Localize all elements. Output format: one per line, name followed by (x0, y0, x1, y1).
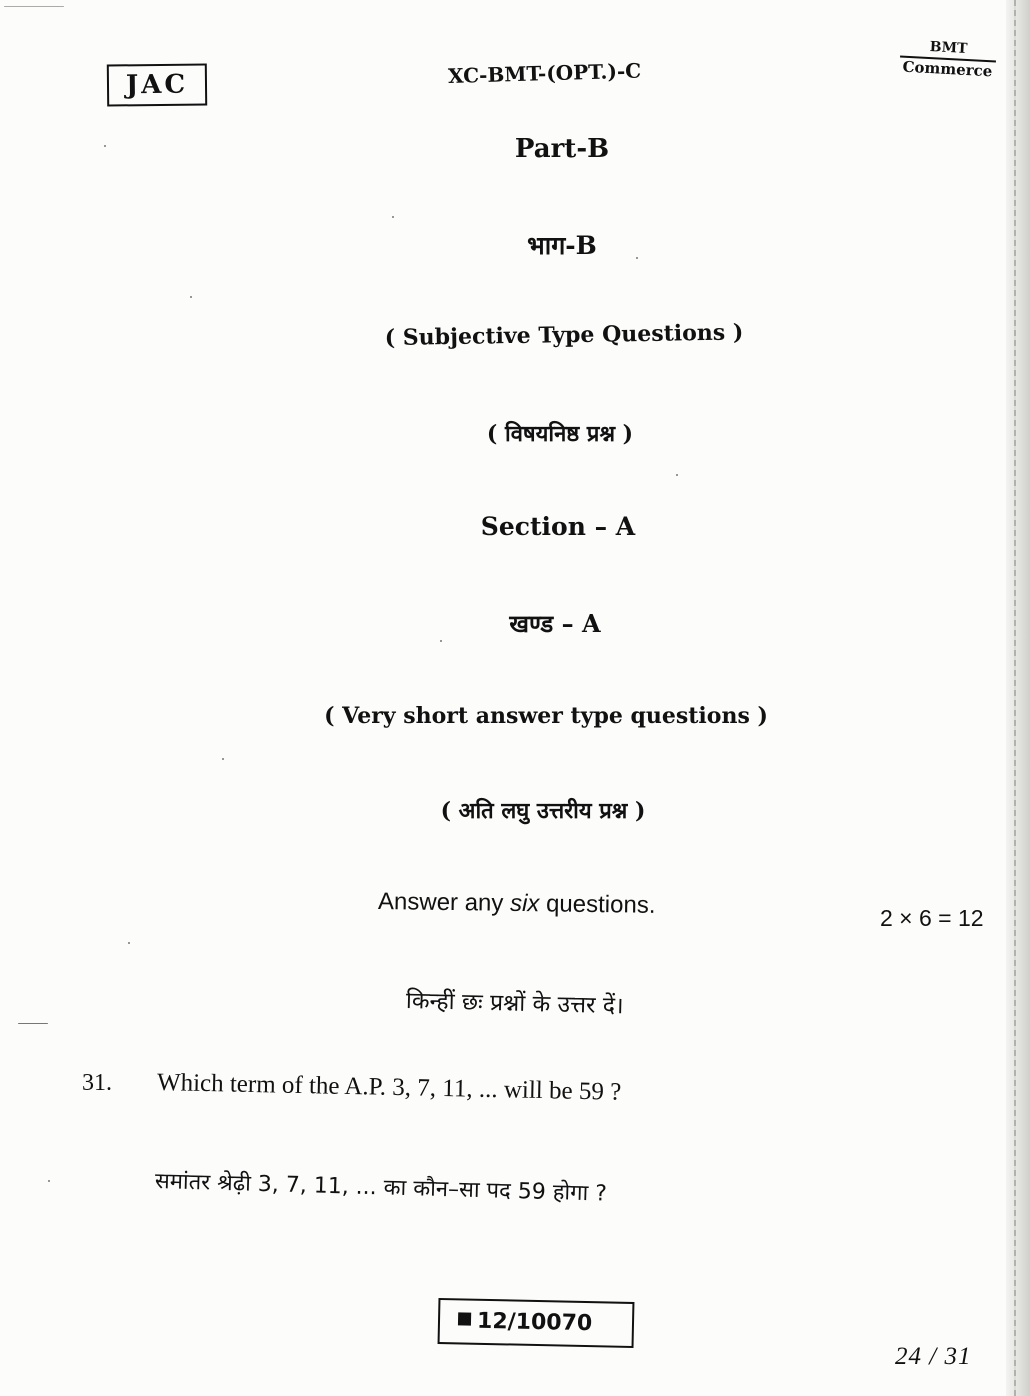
booklet-code-box (438, 1298, 635, 1348)
instruction-prefix: Answer any (377, 888, 511, 917)
question-number: 31. (82, 1070, 112, 1096)
question-text-hindi: समांतर श्रेढ़ी 3, 7, 11, ... का कौन–सा पद 59 होगा ? (154, 1169, 608, 1207)
instruction-text-hindi: किन्हीं छः प्रश्नों के उत्तर दें। (405, 988, 625, 1020)
question-type-heading-hindi: ( विषयनिष्ठ प्रश्न ) (486, 421, 634, 447)
scan-speck (128, 942, 130, 944)
instruction-suffix: questions. (539, 890, 656, 919)
paper-code: XC-BMT-(OPT.)-C (447, 58, 642, 88)
part-heading-hindi: भाग-B (527, 231, 597, 260)
scan-speck (190, 296, 192, 298)
question-type-heading: ( Subjective Type Questions ) (384, 319, 744, 352)
scan-speck (104, 145, 106, 147)
scan-speck (18, 1023, 48, 1024)
scan-speck (4, 6, 64, 7)
instruction-emphasis: six (509, 889, 540, 918)
answer-type-heading: ( Very short answer type questions ) (324, 703, 768, 729)
booklet-code: 12/10070 (476, 1308, 593, 1337)
part-heading: Part-B (514, 134, 610, 164)
section-heading: Section – A (480, 512, 636, 541)
subject-tag-bottom: Commerce (902, 57, 993, 81)
scan-speck (636, 257, 638, 259)
board-label-box: JAC (107, 63, 207, 106)
scan-speck (440, 640, 442, 642)
subject-tag (895, 37, 1001, 80)
scan-speck (676, 474, 678, 476)
scan-speck (48, 1180, 50, 1182)
answer-type-heading-hindi: ( अति लघु उत्तरीय प्रश्न ) (440, 798, 646, 824)
square-bullet-icon (458, 1312, 471, 1325)
subject-tag-top: BMT (929, 39, 968, 57)
scan-edge-line (1014, 0, 1016, 1396)
scan-speck (222, 758, 224, 760)
section-heading-hindi: खण्ड – A (509, 609, 601, 638)
instruction-text (378, 888, 656, 920)
scan-edge (1006, 0, 1030, 1396)
scan-speck (392, 216, 394, 218)
marks-allocation: 2 × 6 = 12 (880, 905, 984, 931)
question-text: Which term of the A.P. 3, 7, 11, ... will be 59 ? (156, 1069, 622, 1106)
page-number: 24 / 31 (895, 1343, 972, 1370)
